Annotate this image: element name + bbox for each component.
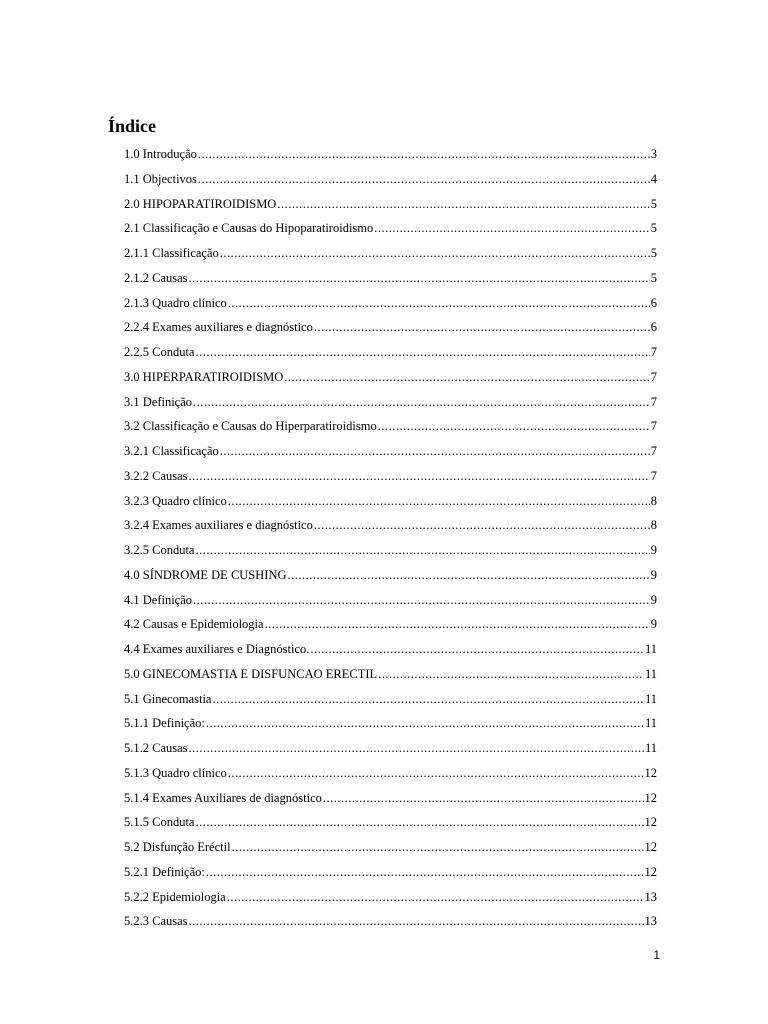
toc-entry-text: 2.1.3 Quadro clínico	[124, 295, 227, 310]
toc-entry-page: 13	[644, 889, 657, 904]
toc-entry-text: 5.2.3 Causas	[124, 914, 188, 929]
toc-entry-page: 6	[650, 320, 657, 335]
toc-entry-page: 11	[644, 741, 657, 755]
toc-entry-text: 3.2.1 Classificação	[124, 444, 219, 458]
toc-entry[interactable]	[124, 414, 657, 439]
toc-entry-text: 3.2.3 Quadro clínico	[124, 493, 227, 508]
page-number: 1	[653, 948, 660, 962]
toc-title: Índice	[108, 116, 157, 136]
toc-dot-leader	[228, 761, 644, 786]
toc-entry-text: 2.0 HIPOPARATIROIDISMO	[124, 196, 277, 211]
toc-entry-text: 5.1 Ginecomastia	[124, 691, 212, 706]
toc-dot-leader	[265, 612, 650, 637]
toc-entry-page: 9	[650, 592, 657, 607]
toc-dot-leader	[198, 167, 650, 192]
toc-entry[interactable]	[124, 365, 657, 390]
toc-entry-page: 5	[650, 221, 657, 236]
toc-entry-page: 4	[650, 171, 657, 186]
toc-entry[interactable]	[124, 315, 657, 340]
toc-dot-leader	[212, 687, 643, 712]
toc-entry-page: 11	[644, 666, 657, 681]
toc-entry-page: 12	[644, 840, 657, 854]
toc-entry-page: 8	[650, 518, 657, 533]
toc-entry-page: 12	[644, 765, 657, 780]
toc-entry[interactable]	[124, 563, 657, 588]
toc-entry[interactable]	[124, 291, 657, 316]
toc-entry[interactable]	[124, 489, 657, 514]
toc-dot-leader	[310, 637, 644, 662]
toc-entry[interactable]	[124, 538, 657, 563]
toc-entry-page: 11	[644, 716, 657, 731]
toc-entry[interactable]	[124, 266, 657, 291]
toc-entry[interactable]	[124, 662, 657, 687]
toc-entry[interactable]	[124, 612, 657, 637]
toc-entry[interactable]	[124, 687, 657, 712]
toc-entry-page: 13	[644, 914, 657, 929]
toc-entry-page: 3	[650, 147, 657, 161]
toc-entry[interactable]	[124, 736, 657, 761]
toc-dot-leader	[193, 390, 650, 415]
toc-entry-page: 7	[650, 345, 657, 359]
toc-dot-leader	[227, 885, 644, 910]
toc-entry-text: 3.1 Definição	[124, 394, 193, 409]
toc-dot-leader	[374, 216, 650, 241]
toc-entry[interactable]	[124, 761, 657, 786]
toc-entry-page: 5	[650, 246, 657, 260]
toc-entry[interactable]	[124, 340, 657, 365]
toc-entry[interactable]	[124, 142, 657, 167]
toc-dot-leader	[189, 909, 644, 934]
toc-dot-leader	[195, 810, 643, 835]
toc-dot-leader	[195, 538, 649, 563]
toc-entry-text: 1.0 Introdução	[124, 147, 197, 161]
toc-entry-text: 4.4 Exames auxiliares e Diagnóstico.	[124, 642, 310, 656]
toc-entry[interactable]	[124, 513, 657, 538]
toc-entry-text: 5.2.1 Definição:	[124, 864, 205, 879]
toc-entry-page: 7	[650, 419, 657, 434]
toc-dot-leader	[314, 315, 650, 340]
toc-entry-text: 3.2.4 Exames auxiliares e diagnóstico	[124, 518, 313, 533]
toc-entry-page: 7	[650, 468, 657, 483]
toc-entry[interactable]	[124, 464, 657, 489]
toc-dot-leader	[206, 860, 644, 885]
toc-dot-leader	[284, 365, 649, 390]
toc-entry-text: 3.2.2 Causas	[124, 468, 188, 483]
toc-entry-page: 11	[644, 691, 657, 706]
toc-entry[interactable]	[124, 909, 657, 934]
toc-entry-page: 7	[650, 369, 657, 384]
toc-entry[interactable]	[124, 860, 657, 885]
toc-entry-text: 5.2.2 Epidemiologia	[124, 889, 226, 904]
toc-entry-text: 4.1 Definição	[124, 592, 193, 607]
toc-entry-text: 2.1.2 Causas	[124, 270, 188, 285]
toc-dot-leader	[195, 340, 649, 365]
toc-entry-page: 7	[650, 444, 657, 458]
toc-dot-leader	[206, 711, 644, 736]
toc-entry-page: 12	[644, 790, 657, 805]
toc-dot-leader	[288, 563, 650, 588]
toc-entry-page: 9	[650, 567, 657, 582]
toc-entry-page: 5	[650, 196, 657, 211]
toc-dot-leader	[378, 662, 644, 687]
toc-dot-leader	[220, 439, 650, 464]
toc-entry[interactable]	[124, 885, 657, 910]
toc-entry-text: 5.2 Disfunção Eréctil	[124, 840, 231, 854]
toc-entry[interactable]	[124, 810, 657, 835]
toc-entry[interactable]	[124, 711, 657, 736]
toc-entry[interactable]	[124, 241, 657, 266]
toc-entry-text: 4.0 SÍNDROME DE CUSHING	[124, 567, 287, 582]
toc-dot-leader	[323, 786, 644, 811]
toc-dot-leader	[193, 588, 650, 613]
toc-entry[interactable]	[124, 192, 657, 217]
toc-dot-leader	[277, 192, 649, 217]
toc-dot-leader	[220, 241, 650, 266]
toc-dot-leader	[189, 736, 644, 761]
toc-entry-page: 12	[644, 864, 657, 879]
toc-entry[interactable]	[124, 786, 657, 811]
toc-list	[124, 142, 657, 934]
toc-dot-leader	[198, 142, 650, 167]
toc-entry-page: 5	[650, 270, 657, 285]
toc-entry-page: 8	[650, 493, 657, 508]
toc-entry[interactable]	[124, 439, 657, 464]
toc-entry-page: 6	[650, 295, 657, 310]
toc-entry-text: 2.2.4 Exames auxiliares e diagnóstico	[124, 320, 313, 335]
toc-entry-text: 5.1.2 Causas	[124, 741, 188, 755]
toc-entry-page: 12	[644, 815, 657, 830]
toc-entry-text: 5.0 GINECOMASTIA E DISFUNCAO ERECTIL	[124, 666, 378, 681]
toc-entry[interactable]	[124, 637, 657, 662]
toc-entry-text: 5.1.1 Definição:	[124, 716, 205, 731]
toc-entry-page: 9	[650, 543, 657, 557]
toc-dot-leader	[228, 291, 650, 316]
toc-entry-text: 2.1 Classificação e Causas do Hipoparatiroidismo	[124, 221, 374, 236]
toc-entry[interactable]	[124, 216, 657, 241]
toc-entry-text: 3.2.5 Conduta	[124, 543, 195, 557]
toc-dot-leader	[314, 513, 650, 538]
toc-dot-leader	[378, 414, 650, 439]
toc-entry-page: 9	[650, 617, 657, 632]
toc-entry[interactable]	[124, 390, 657, 415]
toc-entry-text: 2.2.5 Conduta	[124, 345, 195, 359]
toc-entry-page: 7	[650, 394, 657, 409]
toc-entry-text: 5.1.4 Exames Auxiliares de diagnóstico	[124, 790, 322, 805]
toc-entry-text: 5.1.5 Conduta	[124, 815, 195, 830]
toc-entry-text: 2.1.1 Classificação	[124, 246, 219, 260]
toc-entry-text: 5.1.3 Quadro clínico	[124, 765, 227, 780]
toc-dot-leader	[228, 489, 650, 514]
toc-entry[interactable]	[124, 588, 657, 613]
toc-entry-text: 3.2 Classificação e Causas do Hiperparatiroidismo	[124, 419, 377, 434]
toc-dot-leader	[189, 464, 650, 489]
toc-entry-page: 11	[644, 642, 657, 656]
toc-entry-text: 1.1 Objectivos	[124, 171, 197, 186]
toc-entry[interactable]	[124, 167, 657, 192]
toc-entry-text: 3.0 HIPERPARATIROIDISMO	[124, 369, 284, 384]
toc-dot-leader	[232, 835, 644, 860]
toc-entry-text: 4.2 Causas e Epidemiologia	[124, 617, 264, 632]
toc-dot-leader	[189, 266, 650, 291]
toc-entry[interactable]	[124, 835, 657, 860]
